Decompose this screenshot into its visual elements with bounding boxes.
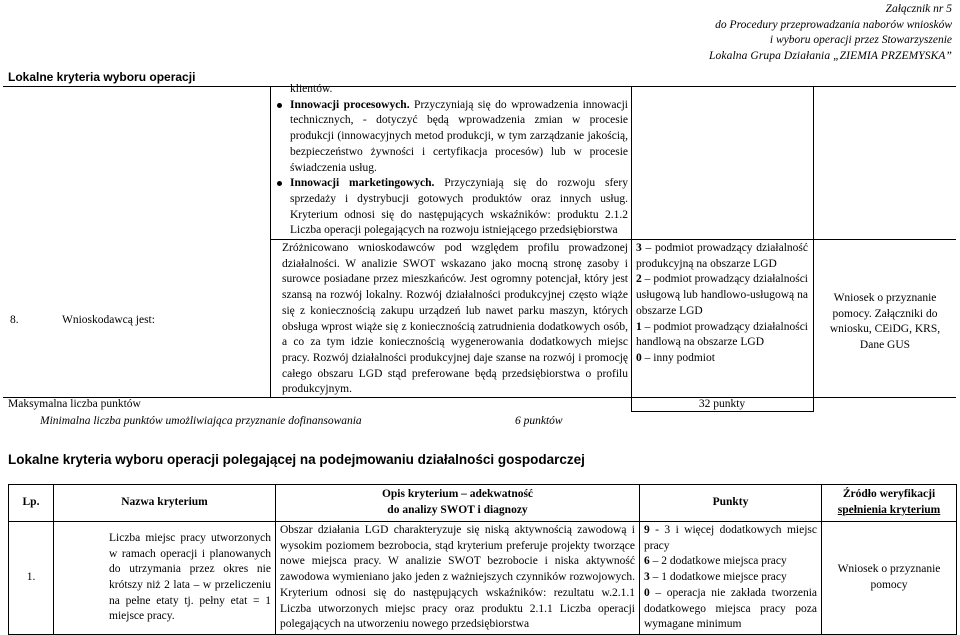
criterion-name: Wnioskodawcą jest:	[62, 314, 155, 326]
section1-title: Lokalne kryteria wyboru operacji	[8, 70, 196, 84]
header-line-2: do Procedury przeprowadzania naborów wniosków	[715, 18, 952, 31]
description-fragment: klientów.	[290, 83, 333, 95]
header-name: Nazwa kryterium	[54, 485, 276, 522]
header-lp: Lp.	[9, 485, 54, 522]
max-points-value: 32 punkty	[698, 398, 746, 410]
points-option: 2 – podmiot prowadzący działalności usługową lub handlowo-usługową na obszarze LGD	[636, 273, 808, 317]
points-option: 1 – podmiot prowadzący działalności handlową na obszarze LGD	[636, 320, 808, 349]
table1-col-divider-3	[813, 86, 814, 412]
section2-title: Lokalne kryteria wyboru operacji polegającej na podejmowaniu działalności gospodarczej	[8, 452, 585, 467]
row-description: Obszar działania LGD charakteryzuje się niską aktywnością zawodową i wysokim poziomem bezrobocia, stąd kryterium preferuje projekty tworzące nowe miejsca pracy. W analizie SWOT bezrobocie i niska aktywność zawodowa wymieniano jako jeden z ważniejszych czynników rozwojowych. Kryterium odnosi się do następujących wskaźników: rezultatu w.2.1.1 Liczba utworzonych miejsc pracy oraz produktu 2.1.1 Liczba operacji polegających na utworzeniu nowego przedsiębiorstwa	[276, 522, 640, 635]
table-row	[9, 522, 957, 635]
points-option: 3 – podmiot prowadzący działalność produkcyjną na obszarze LGD	[636, 242, 808, 270]
header-line-3: i wyboru operacji przez Stowarzyszenie	[769, 34, 952, 46]
table1-col-divider-2	[631, 86, 632, 412]
row-points	[640, 522, 822, 635]
criterion-description	[290, 82, 628, 239]
header-description: Opis kryterium – adekwatność do analizy SWOT i diagnozy	[276, 485, 640, 522]
row-name: Liczba miejsc pracy utworzonych w ramach operacji i planowanych do utrzymania przez okres nie krótszy niż 2 lata – w przeliczeniu na pełne etaty tj. pełny etat = 1 miejsce pracy.	[54, 522, 276, 635]
points-option: 0 – operacja nie zakłada tworzenia dodatkowego miejsca pracy poza wymagane minimum	[644, 586, 817, 631]
bullet-marketing-innovation	[273, 176, 628, 239]
points-option: 0 – inny podmiot	[636, 351, 715, 364]
min-points-label: Minimalna liczba punktów umożliwiająca przyznanie dofinansowania	[40, 415, 362, 427]
points-option: 9 - 3 i więcej dodatkowych miejsc pracy	[644, 524, 817, 552]
min-points-value: 6 punktów	[515, 415, 563, 427]
max-points-label: Maksymalna liczba punktów	[8, 398, 141, 410]
header-line-1: Załącznik nr 5	[885, 3, 952, 15]
header-source: Źródło weryfikacji spełnienia kryterium	[822, 485, 957, 522]
bullet-text: Przyczyniają się do rozwoju sfery sprzedaży i dystrybucji gotowych produktów oraz innych usług. Kryterium odnosi się do następujących wskaźników: produktu 2.1.2 Liczba operacji polegających na rozwoju istniejącego przedsiębiorstwa	[290, 177, 628, 237]
bullet-heading: Innowacji procesowych.	[290, 98, 410, 111]
table-header-row	[9, 485, 957, 522]
points-option: 6 – 2 dodatkowe miejsca pracy	[644, 555, 787, 568]
points-option: 3 – 1 dodatkowe miejsce pracy	[644, 571, 787, 584]
criterion-verification-source: Wniosek o przyznanie pomocy. Załączniki do wniosku, CEiDG, KRS, Dane GUS	[829, 292, 941, 352]
criterion-number: 8.	[10, 314, 19, 326]
criteria-table	[8, 484, 957, 635]
attachment-header	[709, 2, 952, 64]
bullet-text: Przyczyniają się do wprowadzenia innowacji technicznych, - dotyczyć będą wprowadzenia zmian w procesie produkcji (innowacyjnych metod produkcji, w tym zarządzanie jakością, bezpieczeństwo żywności i certyfikacja procesów) lub w procesie świadczenia usług.	[290, 98, 628, 174]
criterion-justification: Zróżnicowano wnioskodawców pod względem profilu prowadzonej działalności. W analizie SWOT wskazano jako mocną stronę zasoby i surowce posiadane przez mieszkańców. Jest ogromny potencjał, który jest szansą na rozwój lokalny. Rozwój działalności produkcyjnej często wiąże się z koniecznością zakupu urządzeń lub nawet parku maszyn, których obsługa wprost wiąże się z koniecznością zatrudnienia dodatkowych osób, a co za tym idzie koniecznością wygenerowania dodatkowych miejsc pracy. Rozwój działalności produkcyjnej daje szanse na rozwój i promocję całego obszaru LGD stąd preferowane będą przedsiębiorstwa o profilu produkcyjnym.	[282, 242, 628, 396]
bullet-heading: Innowacji marketingowych.	[290, 177, 435, 190]
header-line-4: Lokalna Grupa Działania „ZIEMIA PRZEMYSKA”	[709, 49, 952, 62]
row-source: Wniosek o przyznanie pomocy	[822, 522, 957, 635]
row-lp: 1.	[9, 522, 54, 635]
table1-row-divider	[270, 239, 956, 240]
header-points: Punkty	[640, 485, 822, 522]
criterion-points	[636, 241, 808, 367]
bullet-process-innovation	[273, 98, 628, 177]
table1-col-divider-1	[270, 86, 271, 398]
